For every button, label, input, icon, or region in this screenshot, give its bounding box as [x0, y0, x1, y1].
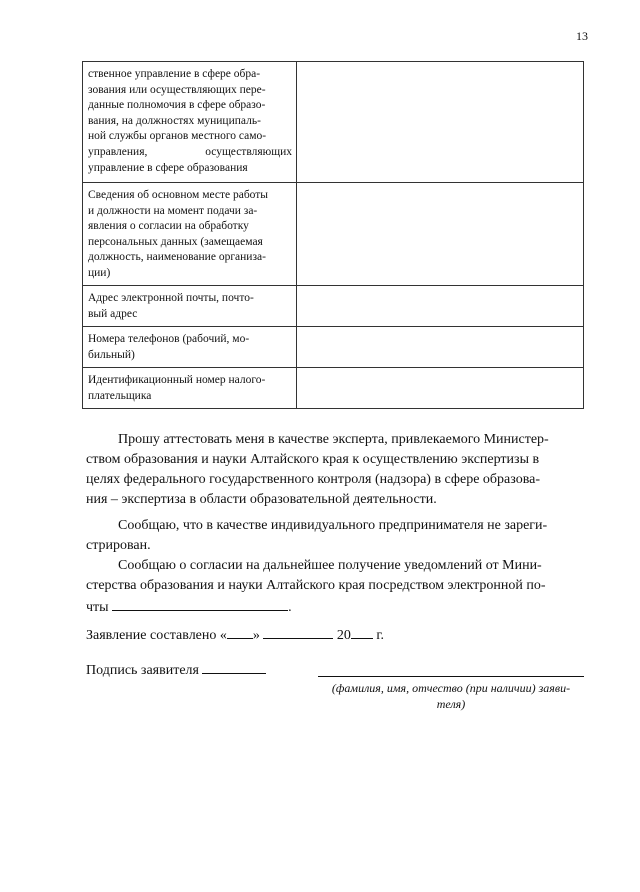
attestation-request-paragraph: Прошу аттестовать меня в качестве эксперта, привлекаемого Министер- ством образования и науки Алтайского края к осуществлению экспертизы в целях федерального государственного контроля (надзора) в сфере образова- ния – экспертиза в области образовательной деятельности. — [86, 432, 549, 507]
row-label-email-address: Адрес электронной почты, почто- вый адрес — [83, 286, 297, 327]
table-row — [83, 62, 584, 183]
row-label-main-workplace: Сведения об основном месте работы и должности на момент подачи за- явления о согласии на обработку персональных данных (замещаемая должность, наименование организа- ции) — [83, 183, 297, 286]
signature-blank — [202, 659, 266, 674]
row-label-phone-numbers: Номера телефонов (рабочий, мо- бильный) — [83, 327, 297, 368]
table-row — [83, 286, 584, 327]
year-blank — [351, 624, 373, 639]
day-blank — [227, 624, 253, 639]
page-number: 13 — [576, 29, 588, 43]
row-value-main-workplace — [297, 183, 584, 286]
entrepreneur-statement: Сообщаю, что в качестве индивидуального предпринимателя не зареги- стрирован. — [86, 518, 548, 553]
email-blank-line — [112, 596, 288, 611]
application-date-line: Заявление составлено « » 20 г. — [86, 624, 584, 646]
table-row — [83, 368, 584, 409]
table-row — [83, 183, 584, 286]
row-value-phone-numbers — [297, 327, 584, 368]
month-blank — [263, 624, 333, 639]
full-name-caption: (фамилия, имя, отчество (при наличии) заяви- теля) — [331, 681, 571, 711]
row-label-taxpayer-id: Идентификационный номер налого- плательщика — [83, 368, 297, 409]
row-value-email-address — [297, 286, 584, 327]
applicant-info-table — [82, 61, 584, 409]
row-value-taxpayer-id — [297, 368, 584, 409]
applicant-signature-line: Подпись заявителя — [86, 659, 584, 681]
row-label-education-management: ственное управление в сфере обра- зования или осуществляющих пере- данные полномочия в сфере образо- вания, на должностях муниципаль- ной службы органов местного само- управления, осуществляющих управление в сфере образования — [83, 62, 297, 183]
row-value-education-management — [297, 62, 584, 183]
full-name-blank-line — [318, 676, 584, 677]
email-consent-paragraph: Сообщаю о согласии на дальнейшее получение уведомлений от Мини- стерства образования и науки Алтайского края посредством электронной по- чты . — [86, 558, 546, 615]
table-row — [83, 327, 584, 368]
